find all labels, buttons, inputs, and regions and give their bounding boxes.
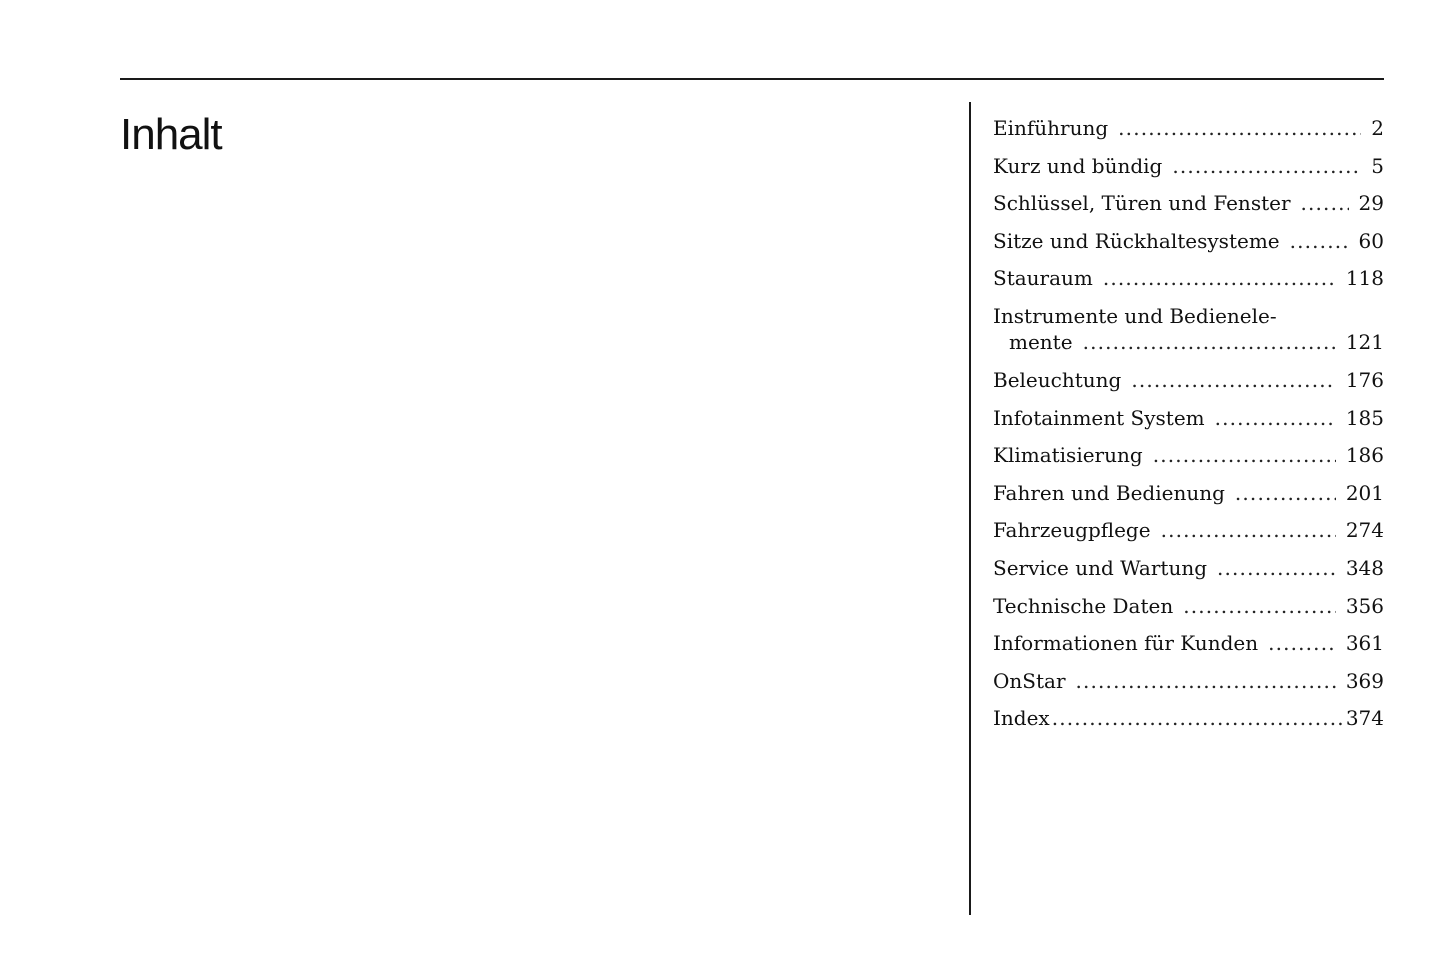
toc-entry-label: Klimatisierung (993, 443, 1143, 468)
toc-leader-dots (1131, 364, 1335, 396)
toc-page-number: 356 (1345, 593, 1384, 618)
toc-entry-fahrzeugpflege[interactable] (993, 514, 1384, 552)
toc-page-number: 118 (1345, 266, 1384, 291)
toc-leader-dots (1118, 112, 1361, 144)
toc-entry-label: Schlüssel, Türen und Fenster (993, 191, 1291, 216)
toc-entry-beleuchtung[interactable] (993, 364, 1384, 402)
toc-leader-dots (1103, 262, 1336, 294)
toc-entry-schluessel-tueren-fenster[interactable] (993, 187, 1384, 225)
toc-entry-label: Informationen für Kunden (993, 631, 1259, 656)
toc-entry-informationen-kunden[interactable] (993, 627, 1384, 665)
toc-entry-label: Kurz und bündig (993, 153, 1163, 178)
toc-entry-label-line1: Instrumente und Bedienele- (993, 303, 1277, 328)
toc-entry-technische-daten[interactable] (993, 590, 1384, 628)
toc-entry-fahren-bedienung[interactable] (993, 477, 1384, 515)
toc-leader-dots (1052, 702, 1344, 734)
page-title: Inhalt (120, 110, 222, 159)
toc-page-number: 29 (1358, 191, 1384, 216)
toc-entry-onstar[interactable] (993, 665, 1384, 703)
toc-page-number: 121 (1345, 329, 1384, 354)
toc-leader-dots (1083, 326, 1336, 358)
top-rule (120, 78, 1384, 80)
toc-page-number: 176 (1345, 367, 1384, 392)
toc-entry-label: Infotainment System (993, 405, 1205, 430)
toc-entry-label: Sitze und Rückhaltesysteme (993, 228, 1280, 253)
toc-entry-service-wartung[interactable] (993, 552, 1384, 590)
toc-page-number: 374 (1345, 706, 1384, 731)
toc-entry-einfuehrung[interactable] (993, 112, 1384, 150)
toc-entry-sitze-rueckhaltesysteme[interactable] (993, 225, 1384, 263)
toc-entry-label-line2: mente (1009, 329, 1073, 354)
toc-entry-label: Service und Wartung (993, 555, 1208, 580)
toc-leader-dots (1215, 402, 1336, 434)
toc-leader-dots (1183, 590, 1336, 622)
column-divider (969, 102, 971, 915)
toc-entry-instrumente-bedienelemente[interactable] (993, 300, 1384, 364)
toc-page-number: 186 (1345, 443, 1384, 468)
toc-page-number: 60 (1358, 228, 1384, 253)
toc-entry-label: Index (993, 706, 1050, 731)
toc-entry-label: Technische Daten (993, 593, 1174, 618)
toc-entry-label: Beleuchtung (993, 367, 1122, 392)
toc-page-number: 2 (1371, 116, 1384, 140)
toc-entry-label: OnStar (993, 668, 1066, 693)
toc-leader-dots (1076, 665, 1336, 697)
toc-leader-dots (1161, 514, 1336, 546)
toc-leader-dots (1172, 150, 1361, 182)
toc-entry-label: Fahrzeugpflege (993, 518, 1151, 543)
toc-entry-label: Stauraum (993, 266, 1093, 291)
toc-leader-dots (1235, 477, 1336, 509)
toc-entry-index[interactable] (993, 702, 1384, 740)
toc-leader-dots (1301, 187, 1349, 219)
toc-page-number: 201 (1345, 480, 1384, 505)
table-of-contents (993, 112, 1384, 740)
toc-entry-stauraum[interactable] (993, 262, 1384, 300)
toc-entry-label: Fahren und Bedienung (993, 480, 1225, 505)
toc-page-number: 185 (1345, 405, 1384, 430)
toc-entry-klimatisierung[interactable] (993, 439, 1384, 477)
toc-entry-infotainment-system[interactable] (993, 402, 1384, 440)
toc-entry-label: Einführung (993, 116, 1109, 140)
toc-leader-dots (1217, 552, 1336, 584)
toc-page-number: 5 (1371, 153, 1384, 178)
toc-page-number: 274 (1345, 518, 1384, 543)
toc-entry-kurz-und-buendig[interactable] (993, 150, 1384, 188)
toc-leader-dots (1153, 439, 1336, 471)
toc-page-number: 369 (1345, 668, 1384, 693)
toc-page-number: 348 (1345, 555, 1384, 580)
toc-leader-dots (1290, 225, 1349, 257)
toc-leader-dots (1268, 627, 1336, 659)
toc-page-number: 361 (1345, 631, 1384, 656)
